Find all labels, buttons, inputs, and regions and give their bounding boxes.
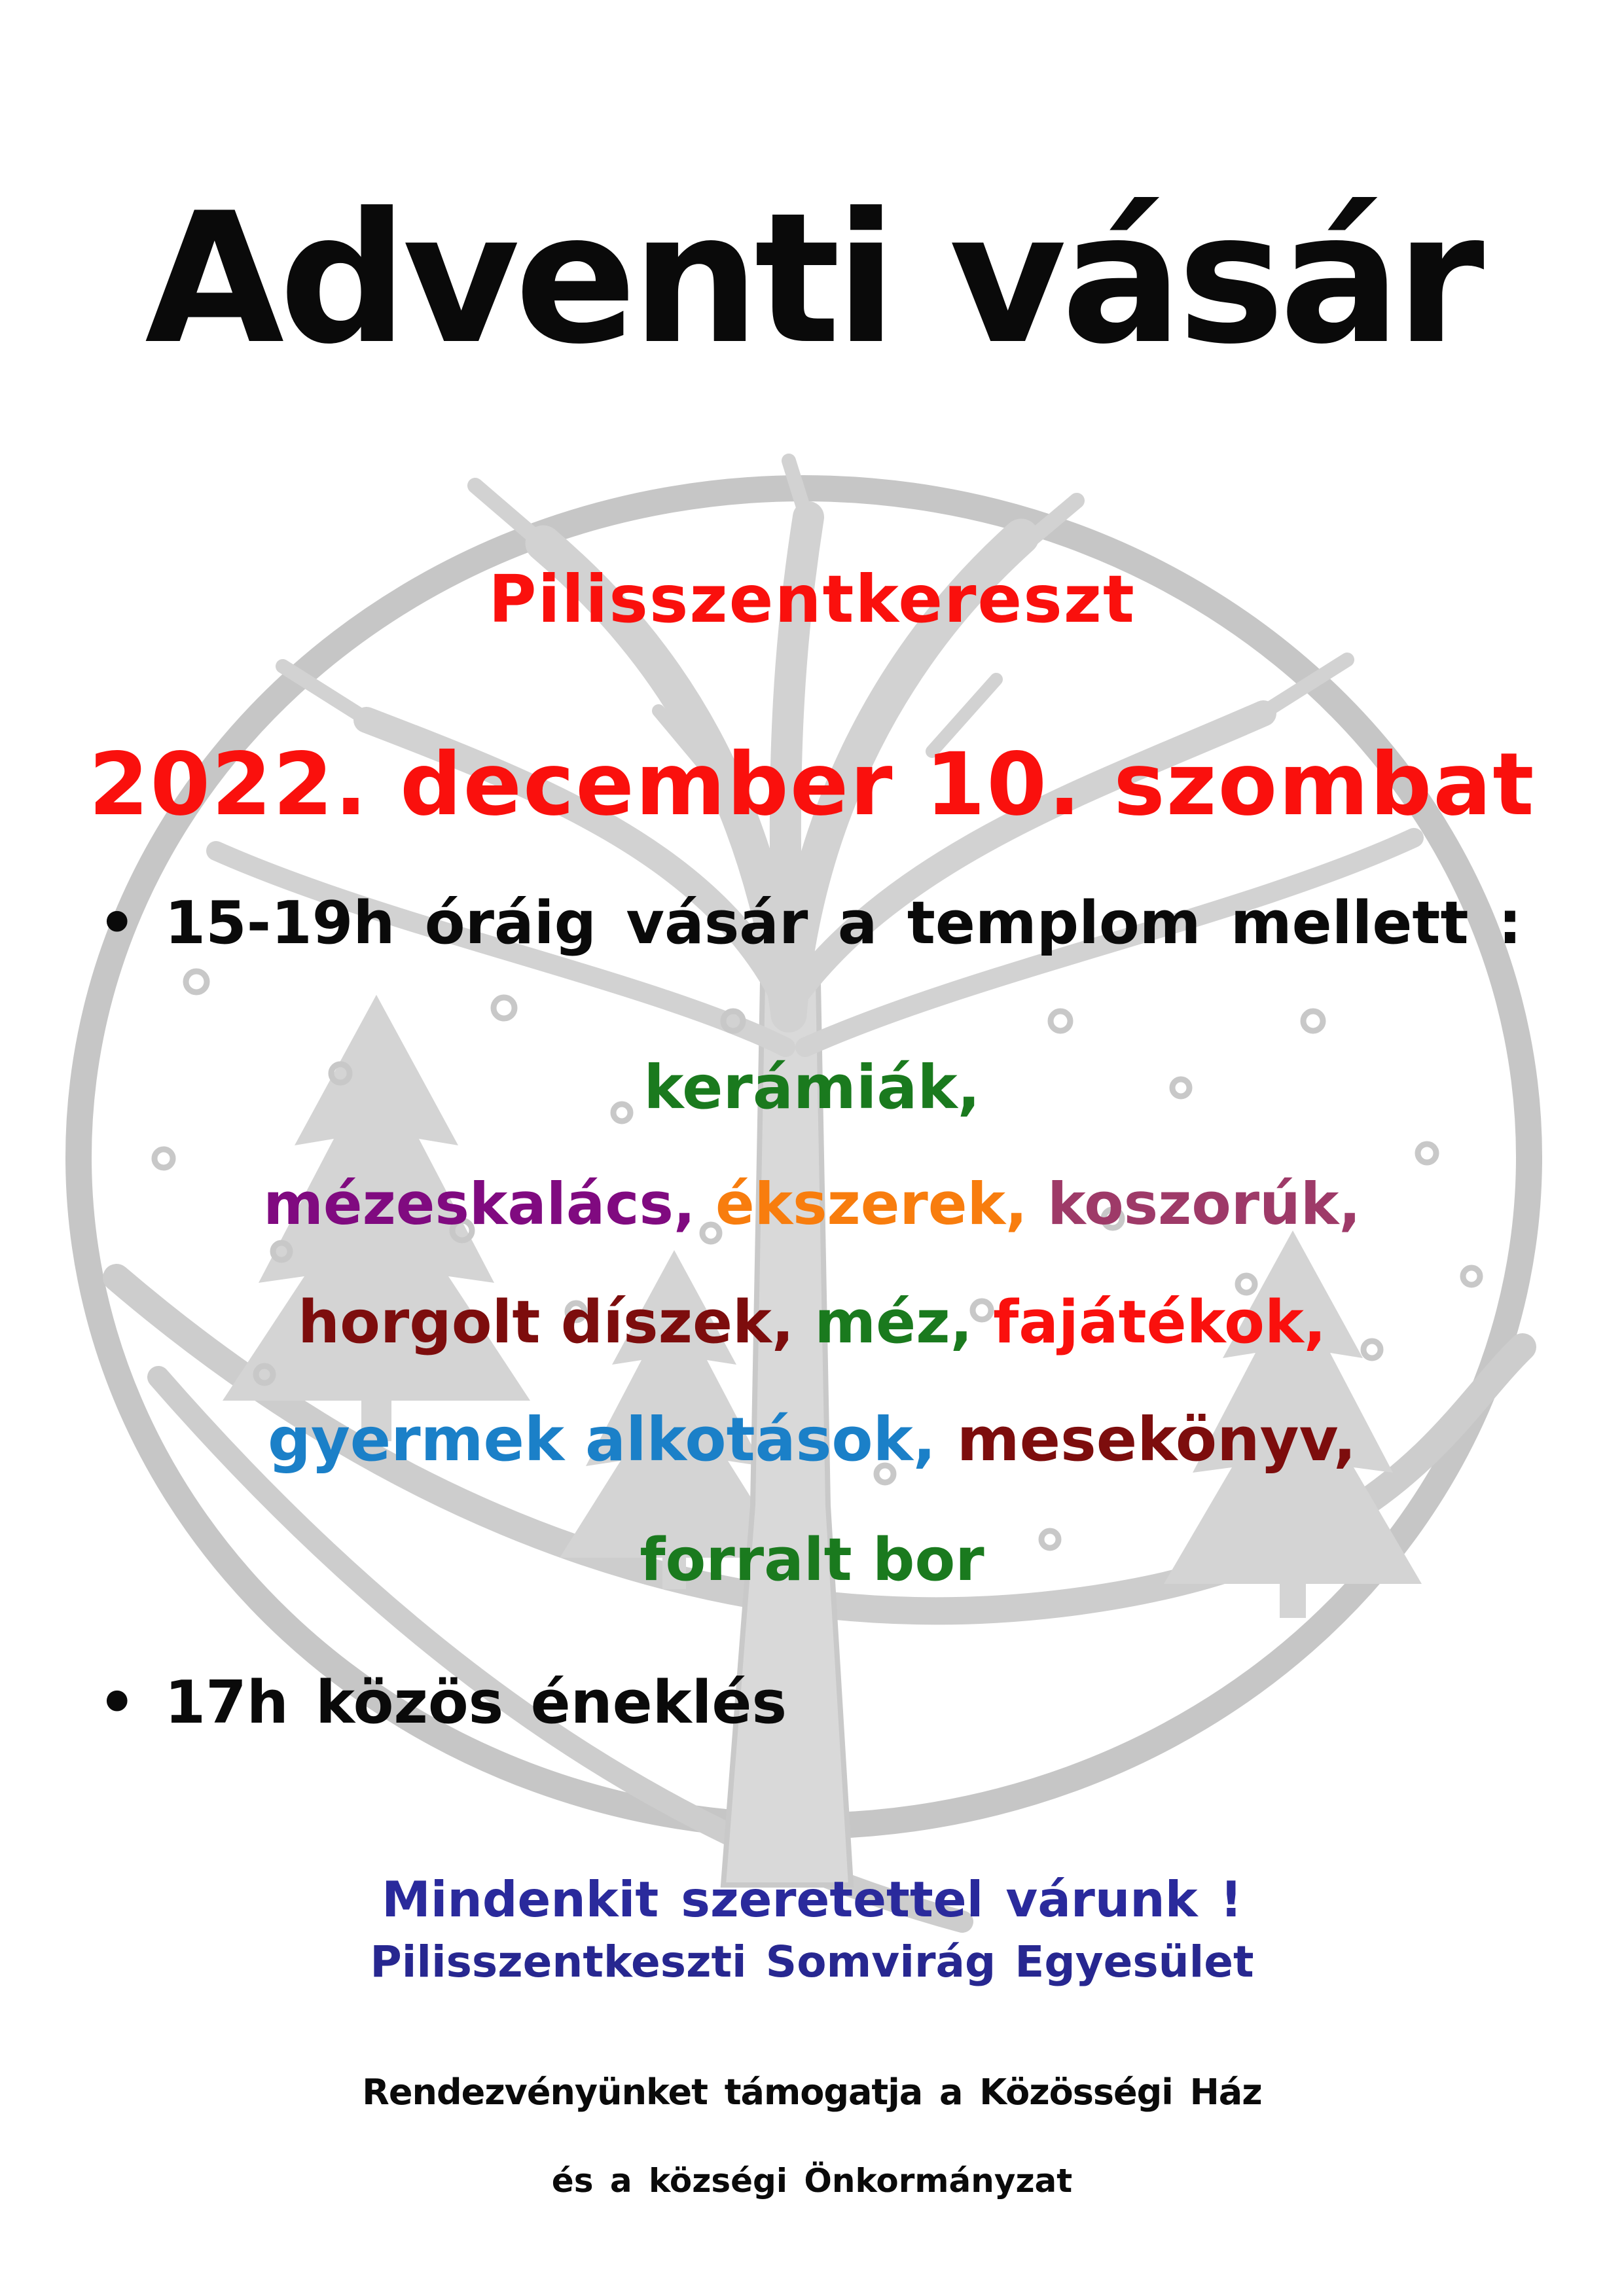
product-horgolt-diszek: horgolt díszek,	[298, 1288, 815, 1357]
date-text: 2022. december 10. szombat	[88, 734, 1536, 835]
product-ekszerek: ékszerek,	[715, 1170, 1048, 1238]
date-line	[0, 734, 1624, 835]
product-keramiak: kerámiák,	[643, 1052, 981, 1122]
product-forralt-bor: forralt bor	[640, 1526, 984, 1594]
product-line-3	[0, 1288, 1624, 1357]
product-line-1	[0, 1052, 1624, 1122]
product-mezeskalacs: mézeskalács,	[263, 1170, 715, 1238]
location-line	[0, 561, 1624, 637]
market-hours-text: 15-19h óráig vásár a templom mellett :	[164, 889, 1522, 958]
welcome-text: Mindenkit szeretettel várunk !	[382, 1871, 1242, 1928]
support-line-1: Rendezvényünket támogatja a Közösségi Ház	[362, 2072, 1262, 2113]
bullet-icon: •	[98, 1668, 136, 1737]
product-koszoruk: koszorúk,	[1047, 1170, 1361, 1238]
product-gyermek-alkotasok: gyermek alkotások,	[267, 1405, 957, 1475]
product-fajatekok: fajátékok,	[993, 1288, 1326, 1357]
welcome-line	[0, 1873, 1624, 1926]
bullet-icon: •	[98, 889, 136, 958]
market-hours-line	[98, 889, 1522, 958]
poster-title: Adventi vásár	[145, 174, 1479, 384]
support-line-2: és a községi Önkormányzat	[551, 2162, 1073, 2200]
product-line-5	[0, 1528, 1624, 1592]
location-text: Pilisszentkereszt	[488, 561, 1136, 637]
organizer-line	[0, 1939, 1624, 1985]
product-line-4	[0, 1405, 1624, 1475]
organizer-text: Pilisszentkeszti Somvirág Egyesület	[370, 1937, 1254, 1987]
singing-text: 17h közös éneklés	[164, 1668, 787, 1737]
product-mesekonyv: mesekönyv,	[956, 1405, 1356, 1475]
product-line-2	[0, 1170, 1624, 1238]
singing-line	[98, 1668, 787, 1737]
product-mez: méz,	[814, 1288, 994, 1357]
